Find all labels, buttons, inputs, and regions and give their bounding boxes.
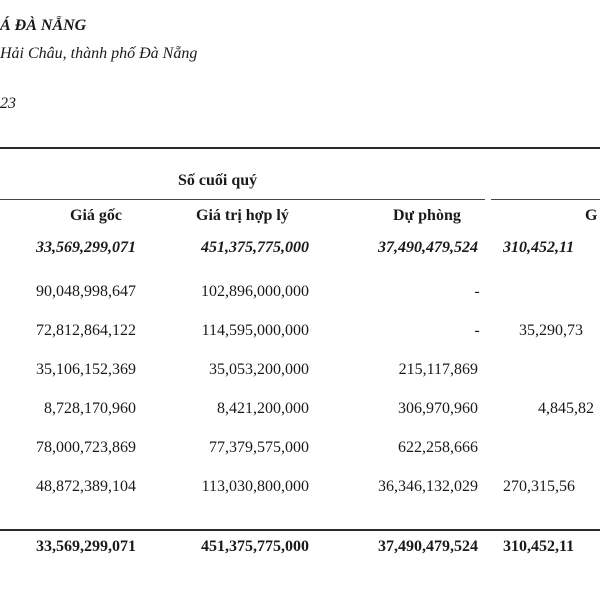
table-cell: 622,258,666: [398, 439, 478, 456]
table-cell: 114,595,000,000: [201, 322, 309, 339]
table-cell: 37,490,479,524: [378, 538, 478, 555]
column-header-provision: Dự phòng: [393, 207, 461, 224]
table-cell: 310,452,11: [503, 538, 575, 555]
table-cell: 113,030,800,000: [201, 478, 309, 495]
table-cell: 4,845,82: [538, 400, 594, 417]
table-cell: 72,812,864,122: [36, 322, 136, 339]
table-cell: -: [474, 283, 480, 300]
report-date: 23: [0, 95, 16, 112]
table-cell: 8,728,170,960: [44, 400, 136, 417]
table-cell: 35,290,73: [519, 322, 583, 339]
table-cell: 270,315,56: [503, 478, 575, 495]
table-cell: 215,117,869: [398, 361, 478, 378]
column-header-cost: Giá gốc: [70, 207, 122, 224]
table-cell: 451,375,775,000: [201, 239, 309, 256]
table-cell: 33,569,299,071: [36, 239, 136, 256]
table-cell: 90,048,998,647: [36, 283, 136, 300]
table-cell: 78,000,723,869: [36, 439, 136, 456]
column-header-fair-value: Giá trị hợp lý: [196, 207, 289, 224]
column-group-rule: [0, 199, 485, 200]
table-cell: 102,896,000,000: [201, 283, 309, 300]
column-group-rule-next: [491, 199, 600, 200]
table-top-rule: [0, 147, 600, 149]
table-cell: 8,421,200,000: [217, 400, 309, 417]
table-cell: 306,970,960: [398, 400, 478, 417]
company-name: Á ĐÀ NẴNG: [0, 17, 87, 34]
company-address: Hải Châu, thành phố Đà Nẵng: [0, 45, 198, 62]
table-cell: 36,346,132,029: [378, 478, 478, 495]
total-rule: [0, 529, 600, 531]
column-header-next: G: [585, 207, 598, 224]
table-cell: 310,452,11: [503, 239, 575, 256]
table-cell: -: [474, 322, 480, 339]
table-cell: 48,872,389,104: [36, 478, 136, 495]
table-cell: 35,106,152,369: [36, 361, 136, 378]
table-cell: 451,375,775,000: [201, 538, 309, 555]
table-cell: 77,379,575,000: [209, 439, 309, 456]
table-cell: 33,569,299,071: [36, 538, 136, 555]
table-cell: 37,490,479,524: [378, 239, 478, 256]
table-cell: 35,053,200,000: [209, 361, 309, 378]
column-group-label: Số cuối quý: [178, 172, 258, 189]
